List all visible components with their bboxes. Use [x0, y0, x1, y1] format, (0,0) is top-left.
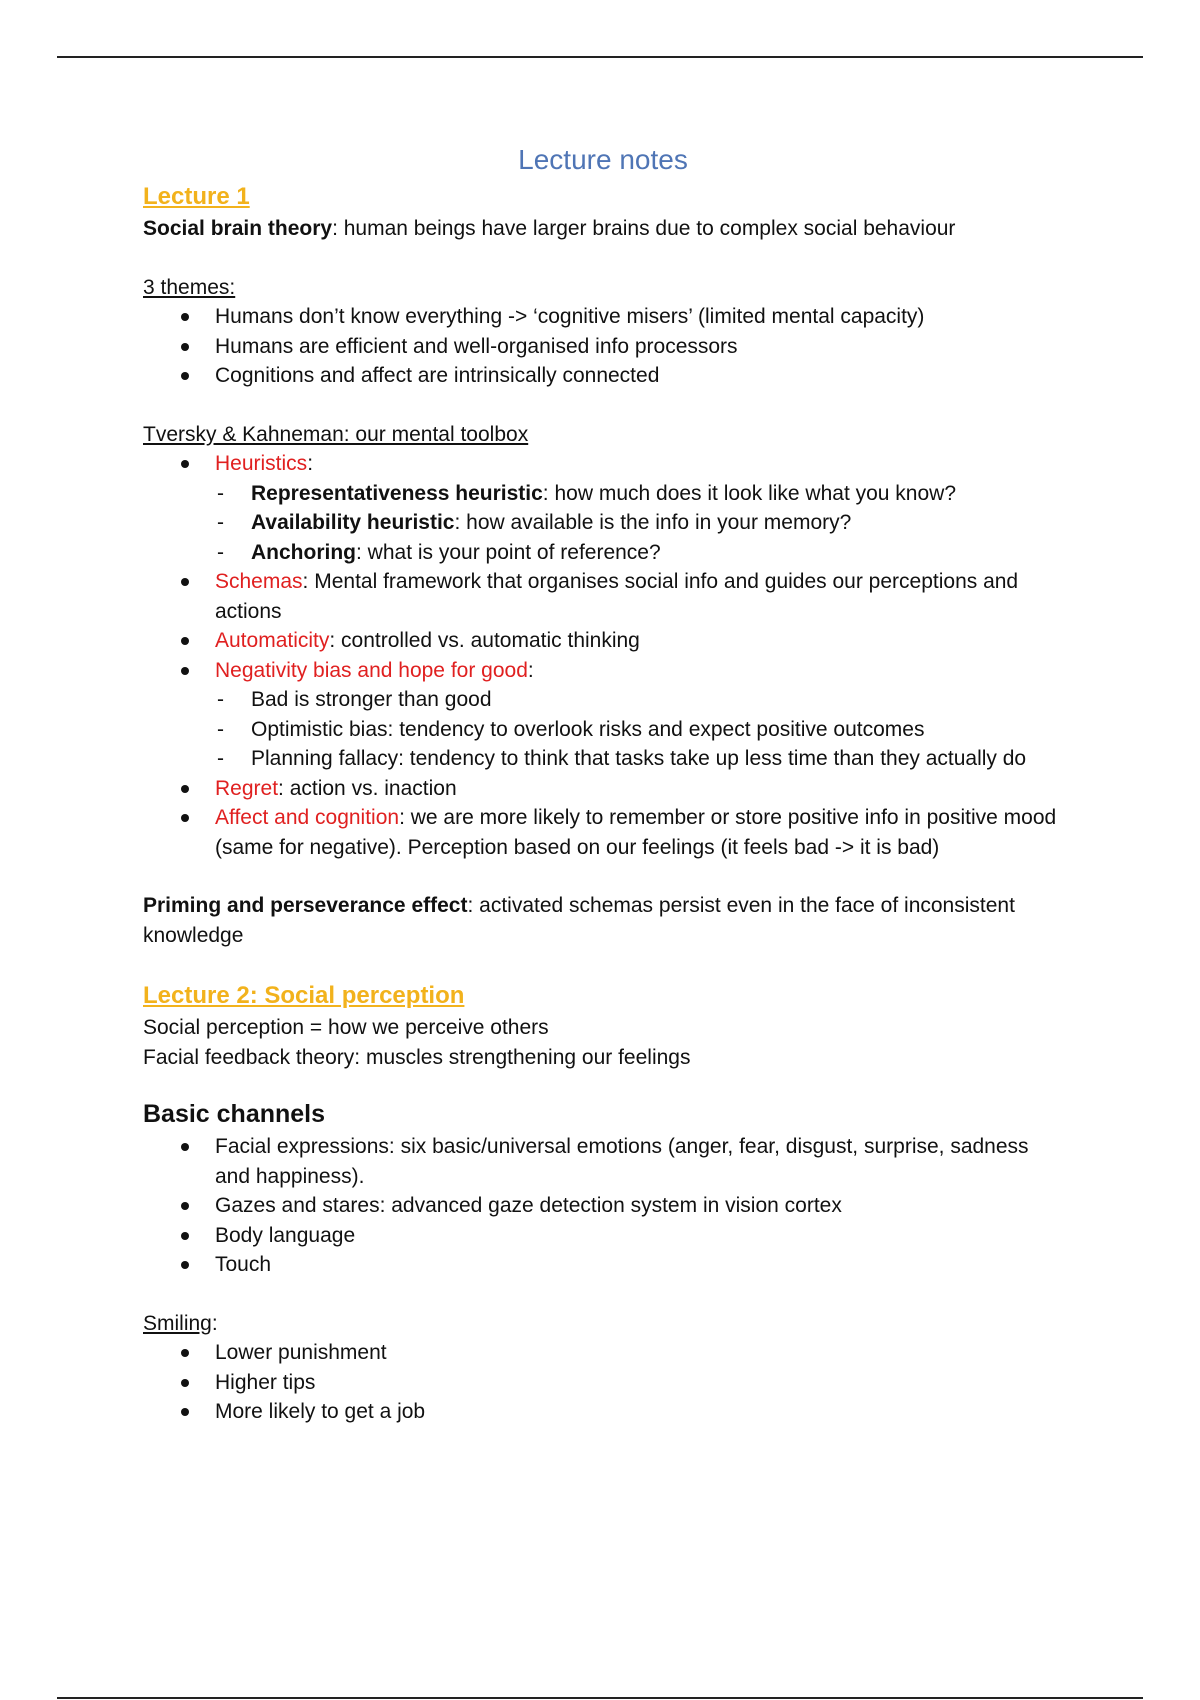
bullet-icon	[181, 667, 189, 675]
dash-icon: -	[217, 511, 224, 534]
document-body	[143, 140, 1063, 1427]
sub-list-item: - Anchoring: what is your point of reference?	[215, 538, 1063, 568]
basic-channels-heading: Basic channels	[143, 1100, 326, 1128]
smiling-list	[143, 1338, 1063, 1427]
heuristics-term: Heuristics	[215, 452, 308, 475]
themes-label: 3 themes:	[143, 275, 236, 299]
themes-list	[143, 302, 1063, 391]
spacer	[143, 391, 1063, 420]
dash-icon: -	[217, 717, 224, 741]
page-title: Lecture notes	[518, 144, 688, 175]
priming-term: Priming and perseverance effect	[143, 894, 468, 917]
toolbox-label: Tversky & Kahneman: our mental toolbox	[143, 422, 529, 446]
negativity-sublist	[215, 685, 1063, 774]
list-item: More likely to get a job	[143, 1397, 1063, 1427]
list-item-affect: Affect and cognition: we are more likely to remember or store positive info in positive mood (same for negative). Perception based on our feelings (it feels bad -> it is bad)	[143, 803, 1063, 862]
priming-line: Priming and perseverance effect: activated schemas persist even in the face of inconsistent knowledge	[143, 894, 1015, 947]
dash-icon: -	[217, 747, 224, 770]
sub-list-item: - Bad is stronger than good	[215, 685, 1063, 715]
lecture-2-heading: Lecture 2: Social perception	[143, 982, 465, 1009]
smiling-label-line: Smiling:	[143, 1311, 218, 1335]
bullet-icon	[181, 814, 189, 822]
social-brain-definition: : human beings have larger brains due to complex social behaviour	[332, 217, 956, 240]
sub-list-item: - Availability heuristic: how available is the info in your memory?	[215, 508, 1063, 538]
spacer	[143, 1280, 1063, 1309]
list-item-heuristics: Heuristics: - Representativeness heuristic: how much does it look like what you know? - Availability heuristic: how available is the info in your memory? - Anchoring: what is your point of reference?	[143, 449, 1063, 567]
bullet-icon	[181, 1232, 189, 1240]
bullet-icon	[181, 1379, 189, 1387]
dash-icon: -	[217, 481, 224, 505]
list-item: Body language	[143, 1221, 1063, 1251]
sub-list-item: - Optimistic bias: tendency to overlook risks and expect positive outcomes	[215, 715, 1063, 745]
bullet-icon	[181, 785, 189, 793]
bullet-icon	[181, 1408, 189, 1416]
list-item: Touch	[143, 1250, 1063, 1280]
list-item: Lower punishment	[143, 1338, 1063, 1368]
list-item: Higher tips	[143, 1368, 1063, 1398]
spacer	[143, 862, 1063, 891]
spacer	[143, 1072, 1063, 1094]
bullet-icon	[181, 460, 189, 468]
list-item: Gazes and stares: advanced gaze detection system in vision cortex	[143, 1191, 1063, 1221]
basic-channels-list	[143, 1132, 1063, 1280]
bullet-icon	[181, 372, 189, 380]
social-perception-line: Social perception = how we perceive others	[143, 1016, 549, 1039]
spacer	[143, 244, 1063, 273]
social-brain-term: Social brain theory	[143, 217, 333, 240]
list-item-schemas: Schemas: Mental framework that organises social info and guides our perceptions and actions	[143, 567, 1063, 626]
list-item: Humans are efficient and well-organised info processors	[143, 332, 1063, 362]
dash-icon: -	[217, 540, 224, 564]
list-item: Cognitions and affect are intrinsically connected	[143, 361, 1063, 391]
footer-rule	[57, 1697, 1143, 1699]
header-rule	[57, 56, 1143, 58]
list-item-automaticity: Automaticity: controlled vs. automatic thinking	[143, 626, 1063, 656]
list-item-negativity: Negativity bias and hope for good: - Bad is stronger than good - Optimistic bias: tendency to overlook risks and expect positive outcomes - Planning fallacy: tendency to think that tasks take up less time than they actually do	[143, 656, 1063, 774]
dash-icon: -	[217, 688, 224, 711]
spacer	[143, 950, 1063, 979]
heuristics-sublist	[215, 479, 1063, 568]
facial-feedback-line: Facial feedback theory: muscles strengthening our feelings	[143, 1045, 691, 1069]
smiling-label: Smiling	[143, 1311, 212, 1335]
sub-list-item: - Representativeness heuristic: how much does it look like what you know?	[215, 479, 1063, 509]
list-item: Facial expressions: six basic/universal emotions (anger, fear, disgust, surprise, sadness and happiness).	[143, 1132, 1063, 1191]
bullet-icon	[181, 343, 189, 351]
social-brain-theory-line	[143, 214, 1063, 244]
bullet-icon	[181, 637, 189, 645]
toolbox-list	[143, 449, 1063, 862]
sub-list-item: - Planning fallacy: tendency to think that tasks take up less time than they actually do	[215, 744, 1063, 774]
bullet-icon	[181, 313, 189, 321]
list-item-regret: Regret: action vs. inaction	[143, 774, 1063, 804]
bullet-icon	[181, 1261, 189, 1269]
lecture-1-heading: Lecture 1	[143, 183, 250, 210]
list-item: Humans don’t know everything -> ‘cognitive misers’ (limited mental capacity)	[143, 302, 1063, 332]
bullet-icon	[181, 1143, 189, 1151]
bullet-icon	[181, 1349, 189, 1357]
bullet-icon	[181, 578, 189, 586]
bullet-icon	[181, 1202, 189, 1210]
